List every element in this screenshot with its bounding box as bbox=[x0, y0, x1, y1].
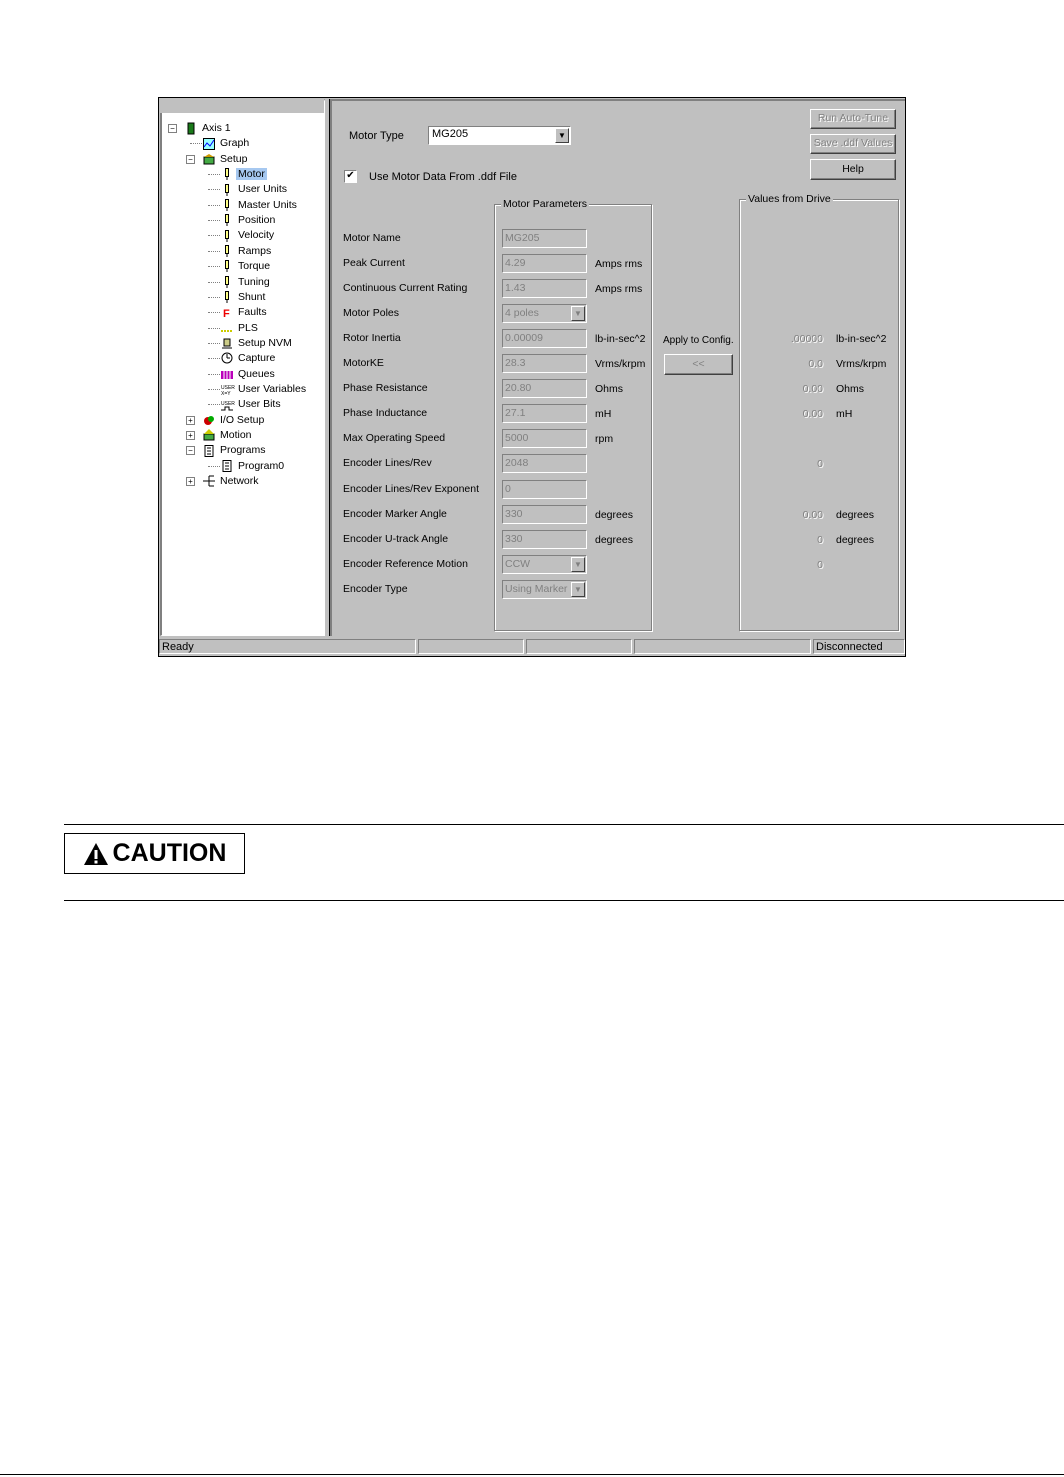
phase-resistance-value: 20.80 bbox=[505, 382, 532, 395]
program-icon bbox=[221, 460, 233, 472]
tree-connector bbox=[208, 251, 220, 252]
tree-item-pls[interactable] bbox=[221, 321, 260, 335]
tree-item-user-units[interactable] bbox=[221, 182, 289, 196]
tree-item-graph[interactable] bbox=[203, 136, 251, 150]
svg-text:X=Y: X=Y bbox=[221, 391, 231, 398]
warning-icon bbox=[83, 842, 109, 866]
tree-item-queues[interactable] bbox=[221, 367, 277, 381]
encoder-u-track-angle-drive-value: 0 bbox=[817, 533, 823, 546]
caution-text: CAUTION bbox=[112, 839, 227, 867]
chevron-down-icon[interactable]: ▼ bbox=[571, 582, 585, 597]
save-ddf-values-button[interactable]: Save .ddf Values bbox=[810, 134, 896, 154]
programs-icon bbox=[203, 445, 215, 457]
tree-item-axis-1[interactable] bbox=[185, 121, 233, 135]
encoder-lines-rev-field[interactable] bbox=[502, 454, 587, 473]
run-auto-tune-button[interactable]: Run Auto-Tune bbox=[810, 109, 896, 129]
collapse-icon[interactable]: − bbox=[186, 446, 195, 455]
encoder-lines-rev-exponent-label: Encoder Lines/Rev Exponent bbox=[343, 482, 480, 495]
max-operating-speed-label: Max Operating Speed bbox=[343, 432, 446, 445]
encoder-u-track-angle-field[interactable] bbox=[502, 530, 587, 549]
tree-item-setup[interactable] bbox=[203, 152, 249, 166]
caution-bottom-rule bbox=[64, 900, 1064, 901]
motor-name-value: MG205 bbox=[505, 232, 540, 244]
phase-inductance-value: 27.1 bbox=[505, 407, 526, 420]
tree-item-label: Position bbox=[238, 214, 276, 227]
axis-icon bbox=[185, 122, 197, 134]
tree-item-label: I/O Setup bbox=[220, 413, 265, 426]
encoder-u-track-angle-unit: degrees bbox=[595, 533, 633, 546]
motor-poles-label: Motor Poles bbox=[343, 307, 400, 320]
svg-text:USER: USER bbox=[221, 400, 235, 407]
tree-item-user-variables[interactable] bbox=[221, 382, 308, 396]
tree-item-shunt[interactable] bbox=[221, 290, 267, 304]
shunt-icon bbox=[221, 291, 233, 303]
motor-type-label: Motor Type bbox=[349, 130, 404, 142]
application-window bbox=[158, 97, 906, 657]
phase-inductance-label: Phase Inductance bbox=[343, 407, 428, 420]
tree-item-label: Setup bbox=[220, 152, 248, 165]
tree-connector bbox=[208, 374, 220, 375]
tree-item-position[interactable] bbox=[221, 213, 277, 227]
tree-connector bbox=[208, 174, 220, 175]
encoder-type-value: Using Marker bbox=[505, 582, 568, 595]
encoder-u-track-angle-label: Encoder U-track Angle bbox=[343, 532, 449, 545]
peak-current-value: 4.29 bbox=[505, 257, 526, 270]
tree-item-label: User Variables bbox=[238, 382, 307, 395]
setup-nvm-icon bbox=[221, 337, 233, 349]
svg-text:F: F bbox=[223, 308, 230, 321]
encoder-lines-rev-value: 2048 bbox=[505, 457, 529, 470]
motorke-unit: Vrms/krpm bbox=[595, 358, 646, 371]
tree-item-program0[interactable] bbox=[221, 459, 286, 473]
tree-item-programs[interactable] bbox=[203, 443, 268, 457]
tree-item-label: Faults bbox=[238, 306, 267, 319]
motor-icon bbox=[221, 168, 233, 180]
tree-item-label: Velocity bbox=[238, 229, 275, 242]
encoder-marker-angle-field[interactable] bbox=[502, 505, 587, 524]
encoder-reference-motion-drive-value: 0 bbox=[817, 558, 823, 571]
status-pane-2 bbox=[418, 639, 524, 654]
use-ddf-label: Use Motor Data From .ddf File bbox=[369, 171, 517, 183]
phase-resistance-drive-value: 0.00 bbox=[802, 383, 823, 396]
tree-header bbox=[160, 99, 324, 113]
tree-item-label: PLS bbox=[238, 321, 258, 334]
torque-icon bbox=[221, 260, 233, 272]
motor-type-combo[interactable] bbox=[428, 126, 571, 145]
phase-inductance-drive-unit: mH bbox=[836, 408, 853, 421]
tuning-icon bbox=[221, 276, 233, 288]
encoder-lines-rev-exponent-value: 0 bbox=[505, 482, 511, 495]
tree-connector bbox=[208, 189, 220, 190]
tree-item-label: Graph bbox=[220, 137, 250, 150]
apply-to-config-button[interactable]: << bbox=[664, 354, 733, 375]
status-pane-3 bbox=[526, 639, 632, 654]
graph-icon bbox=[203, 138, 215, 150]
tree-item-label: Capture bbox=[238, 352, 276, 365]
encoder-marker-angle-drive-unit: degrees bbox=[836, 508, 874, 521]
tree-item-setup-nvm[interactable] bbox=[221, 336, 294, 350]
tree-item-label: Network bbox=[220, 475, 259, 488]
rotor-inertia-drive-value: .00000 bbox=[790, 333, 823, 346]
tree-item-label: Setup NVM bbox=[238, 336, 292, 349]
chevron-down-icon[interactable]: ▼ bbox=[571, 306, 585, 321]
tree-item-master-units[interactable] bbox=[221, 198, 299, 212]
apply-to-config-label: Apply to Config. bbox=[663, 335, 734, 346]
capture-icon bbox=[221, 352, 233, 364]
pls-icon bbox=[221, 322, 233, 334]
rotor-inertia-value: 0.00009 bbox=[505, 332, 543, 345]
motor-poles-value: 4 poles bbox=[505, 307, 539, 320]
tree-connector bbox=[208, 404, 220, 405]
tree-connector bbox=[208, 205, 220, 206]
user-variables-icon bbox=[221, 383, 235, 398]
expand-icon[interactable]: + bbox=[186, 431, 195, 440]
tree-item-label: Motion bbox=[220, 429, 252, 441]
motor-parameters-caption: Motor Parameters bbox=[503, 198, 588, 210]
status-ready: Ready bbox=[159, 639, 416, 654]
peak-current-field[interactable] bbox=[502, 254, 587, 273]
caution-top-rule bbox=[64, 824, 1064, 825]
phase-inductance-field[interactable] bbox=[502, 404, 587, 423]
tree-connector bbox=[208, 297, 220, 298]
status-connection: Disconnected bbox=[813, 639, 905, 654]
peak-current-label: Peak Current bbox=[343, 257, 405, 270]
tree-item-capture[interactable] bbox=[221, 351, 277, 365]
tree-item-motion[interactable] bbox=[203, 428, 254, 442]
encoder-marker-angle-drive-value: 0.00 bbox=[802, 508, 823, 521]
tree-connector bbox=[208, 235, 220, 236]
master-units-icon bbox=[221, 199, 233, 211]
user-bits-icon bbox=[221, 399, 233, 411]
tree-item-label: Axis 1 bbox=[202, 122, 231, 134]
rotor-inertia-drive-unit: lb-in-sec^2 bbox=[836, 333, 887, 346]
tree-item-label: User Units bbox=[238, 183, 288, 196]
tree-connector bbox=[208, 282, 220, 283]
encoder-marker-angle-unit: degrees bbox=[595, 508, 633, 521]
continuous-current-rating-unit: Amps rms bbox=[595, 283, 643, 296]
tree-item-label: Shunt bbox=[238, 290, 266, 303]
encoder-marker-angle-value: 330 bbox=[505, 507, 523, 520]
navigation-tree[interactable] bbox=[160, 99, 325, 636]
rotor-inertia-field[interactable] bbox=[502, 329, 587, 348]
max-operating-speed-unit: rpm bbox=[595, 433, 614, 446]
motorke-label: MotorKE bbox=[343, 357, 384, 370]
continuous-current-rating-value: 1.43 bbox=[505, 282, 526, 295]
phase-resistance-unit: Ohms bbox=[595, 383, 624, 396]
tree-item-user-bits[interactable] bbox=[221, 397, 283, 411]
velocity-icon bbox=[221, 230, 233, 242]
tree-connector bbox=[208, 466, 220, 467]
encoder-u-track-angle-drive-unit: degrees bbox=[836, 533, 874, 546]
encoder-reference-motion-combo[interactable] bbox=[502, 555, 587, 574]
caution-label bbox=[64, 833, 245, 874]
phase-inductance-drive-value: 0.00 bbox=[802, 408, 823, 421]
help-button[interactable]: Help bbox=[810, 159, 896, 180]
tree-item-velocity[interactable] bbox=[221, 228, 276, 242]
rotor-inertia-unit: lb-in-sec^2 bbox=[595, 333, 646, 346]
tree-item-torque[interactable] bbox=[221, 259, 272, 273]
encoder-u-track-angle-value: 330 bbox=[505, 532, 523, 545]
tree-item-label: Motor bbox=[238, 168, 265, 181]
tree-item-label: Torque bbox=[238, 260, 271, 273]
chevron-down-icon[interactable]: ▼ bbox=[571, 557, 585, 572]
tree-connector bbox=[208, 328, 220, 329]
page-bottom-rule bbox=[0, 1474, 1064, 1475]
tree-connector bbox=[208, 266, 220, 267]
continuous-current-rating-field[interactable] bbox=[502, 279, 587, 298]
encoder-reference-motion-value: CCW bbox=[505, 557, 531, 570]
tree-item-network[interactable] bbox=[203, 474, 261, 488]
motor-poles-combo[interactable] bbox=[502, 304, 587, 323]
motor-type-value: MG205 bbox=[432, 128, 469, 140]
status-bar bbox=[159, 638, 905, 656]
tree-item-i-o-setup[interactable] bbox=[203, 413, 266, 427]
status-pane-4 bbox=[634, 639, 811, 654]
io-setup-icon bbox=[203, 414, 215, 426]
tree-connector bbox=[208, 312, 220, 313]
tree-connector bbox=[208, 358, 220, 359]
motor-name-field[interactable] bbox=[502, 229, 587, 248]
tree-connector bbox=[208, 389, 220, 390]
position-icon bbox=[221, 214, 233, 226]
setup-icon bbox=[203, 153, 215, 165]
encoder-lines-rev-label: Encoder Lines/Rev bbox=[343, 457, 432, 470]
tree-connector bbox=[208, 220, 220, 221]
faults-icon bbox=[221, 306, 233, 321]
tree-item-label: Program0 bbox=[238, 459, 285, 472]
continuous-current-rating-label: Continuous Current Rating bbox=[343, 282, 468, 295]
motor-name-label: Motor Name bbox=[343, 232, 401, 244]
encoder-lines-rev-exponent-field[interactable] bbox=[502, 480, 587, 499]
motorke-field[interactable] bbox=[502, 354, 587, 373]
values-from-drive-caption: Values from Drive bbox=[748, 193, 831, 205]
user-units-icon bbox=[221, 184, 233, 196]
phase-resistance-label: Phase Resistance bbox=[343, 382, 428, 395]
motorke-drive-unit: Vrms/krpm bbox=[836, 358, 887, 371]
encoder-marker-angle-label: Encoder Marker Angle bbox=[343, 507, 447, 520]
tree-connector bbox=[190, 143, 202, 144]
tree-item-label: Tuning bbox=[238, 275, 270, 288]
tree-item-label: Master Units bbox=[238, 198, 297, 211]
tree-item-faults[interactable] bbox=[221, 305, 269, 319]
motorke-drive-value: 0.0 bbox=[808, 358, 823, 371]
phase-inductance-unit: mH bbox=[595, 408, 612, 421]
tree-item-motor[interactable] bbox=[221, 167, 267, 181]
use-ddf-checkbox[interactable]: ✔ bbox=[344, 170, 357, 183]
tree-item-label: Queues bbox=[238, 367, 275, 380]
max-operating-speed-value: 5000 bbox=[505, 432, 529, 445]
motorke-value: 28.3 bbox=[505, 357, 526, 370]
encoder-lines-rev-drive-value: 0 bbox=[817, 458, 823, 471]
ramps-icon bbox=[221, 245, 233, 257]
tree-connector bbox=[208, 343, 220, 344]
phase-resistance-field[interactable] bbox=[502, 379, 587, 398]
tree-item-label: Ramps bbox=[238, 244, 272, 257]
collapse-icon[interactable]: − bbox=[186, 155, 195, 164]
svg-text:USER: USER bbox=[221, 385, 235, 392]
network-icon bbox=[203, 475, 215, 487]
encoder-type-label: Encoder Type bbox=[343, 582, 408, 595]
expand-icon[interactable]: + bbox=[186, 416, 195, 425]
max-operating-speed-field[interactable] bbox=[502, 429, 587, 448]
phase-resistance-drive-unit: Ohms bbox=[836, 383, 865, 396]
motion-icon bbox=[203, 429, 215, 441]
peak-current-unit: Amps rms bbox=[595, 258, 643, 271]
queues-icon bbox=[221, 368, 233, 380]
rotor-inertia-label: Rotor Inertia bbox=[343, 332, 401, 345]
encoder-type-combo[interactable] bbox=[502, 580, 587, 599]
encoder-reference-motion-label: Encoder Reference Motion bbox=[343, 557, 468, 570]
collapse-icon[interactable]: − bbox=[168, 124, 177, 133]
expand-icon[interactable]: + bbox=[186, 477, 195, 486]
tree-item-tuning[interactable] bbox=[221, 275, 272, 289]
tree-item-label: User Bits bbox=[238, 398, 281, 411]
motor-setup-pane bbox=[330, 99, 905, 636]
tree-item-label: Programs bbox=[220, 444, 266, 457]
chevron-down-icon[interactable]: ▼ bbox=[555, 128, 569, 143]
tree-item-ramps[interactable] bbox=[221, 244, 273, 258]
